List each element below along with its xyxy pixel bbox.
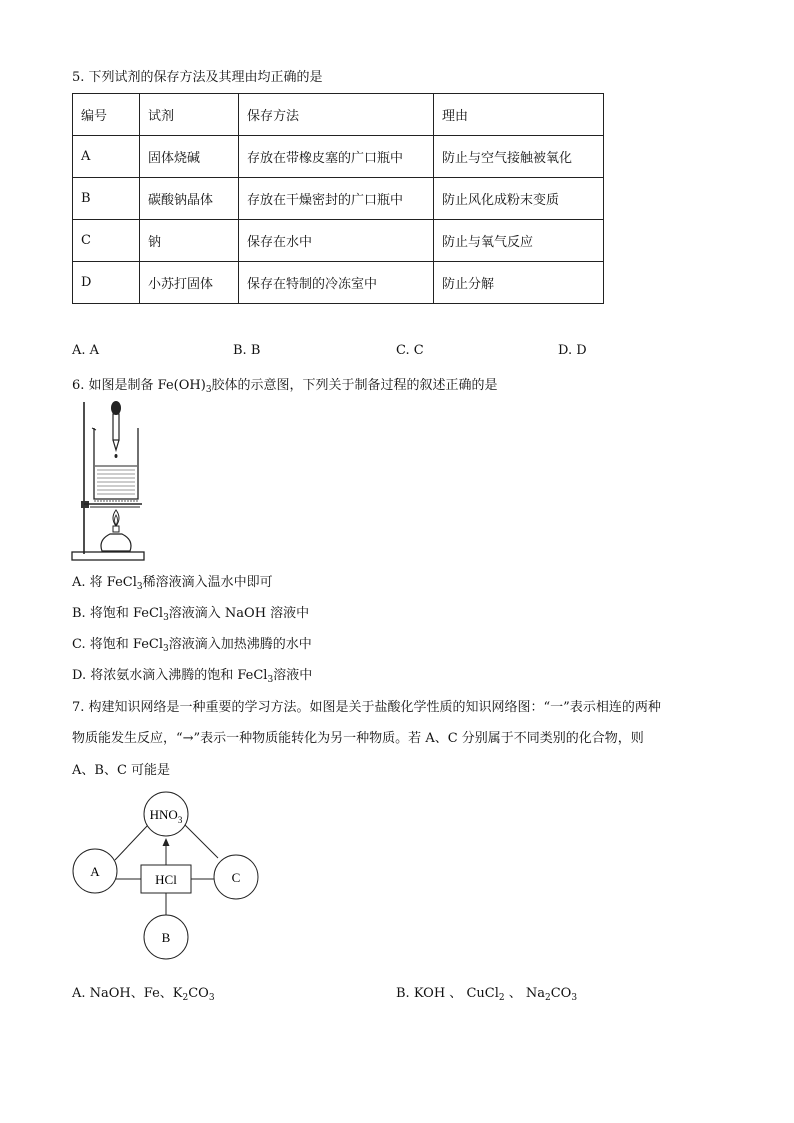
table-cell: A xyxy=(73,136,140,178)
link-hno3-a xyxy=(115,825,148,860)
q5-stem: 5. 下列试剂的保存方法及其理由均正确的是 xyxy=(72,70,323,85)
table-header-cell: 理由 xyxy=(434,94,604,136)
option-text: C. 将饱和 FeCl xyxy=(72,637,163,652)
table-row xyxy=(73,262,604,304)
option-text: CO xyxy=(550,986,572,1001)
table-cell: 小苏打固体 xyxy=(140,262,239,304)
table-header-cell: 保存方法 xyxy=(239,94,434,136)
table-cell: D xyxy=(73,262,140,304)
q5-table xyxy=(72,93,604,304)
link-hno3-c xyxy=(185,825,218,858)
q5-option-b: B. B xyxy=(233,343,261,358)
option-text: 溶液滴入加热沸腾的水中 xyxy=(168,637,312,652)
table-cell: B xyxy=(73,178,140,220)
option-text: A. NaOH、Fe、K xyxy=(72,986,183,1001)
subscript: 2 xyxy=(182,993,189,1003)
option-text: CO xyxy=(188,986,209,1001)
subscript: 3 xyxy=(163,613,169,623)
q6-option-c xyxy=(72,633,312,652)
node-hcl-label: HCl xyxy=(155,872,177,887)
q7-stem-line2: 物质能发生反应，“→”表示一种物质能转化为另一种物质。若 A、C 分别属于不同类别的化合物，则 xyxy=(72,731,644,746)
subscript: 3 xyxy=(267,675,274,685)
option-text: 溶液中 xyxy=(273,668,313,683)
q7-stem-line3: A、B、C 可能是 xyxy=(72,763,171,778)
table-cell: 存放在带橡皮塞的广口瓶中 xyxy=(239,136,434,178)
subscript: 3 xyxy=(163,644,169,654)
q5-option-c: C. C xyxy=(396,343,424,358)
node-b-label: B xyxy=(161,930,171,945)
option-text: 、 Na xyxy=(504,986,545,1001)
table-cell: 存放在干燥密封的广口瓶中 xyxy=(239,178,434,220)
option-text: B. KOH 、 CuCl xyxy=(396,986,499,1001)
table-header-row xyxy=(73,94,604,136)
subscript: 3 xyxy=(136,582,143,592)
subscript: 3 xyxy=(205,385,212,395)
q5-option-d: D. D xyxy=(558,343,587,358)
table-header-cell: 试剂 xyxy=(140,94,239,136)
option-text: D. 将浓氨水滴入沸腾的饱和 FeCl xyxy=(72,668,268,683)
subscript: 3 xyxy=(177,815,183,825)
table-cell: C xyxy=(73,220,140,262)
option-text: 稀溶液滴入温水中即可 xyxy=(142,575,273,590)
arrowhead-icon xyxy=(163,838,170,846)
table-cell: 防止分解 xyxy=(434,262,604,304)
option-text: B. 将饱和 FeCl xyxy=(72,606,164,621)
q6-option-d xyxy=(72,664,312,683)
q6-stem-text: 6. 如图是制备 Fe(OH) xyxy=(72,378,206,393)
node-c-label: C xyxy=(231,870,241,885)
q5-option-a: A. A xyxy=(72,343,100,358)
table-header-cell: 编号 xyxy=(73,94,140,136)
q7-option-b xyxy=(396,982,577,1001)
table-row xyxy=(73,220,604,262)
q6-option-b xyxy=(72,602,309,621)
table-cell: 保存在水中 xyxy=(239,220,434,262)
table-cell: 防止风化成粉末变质 xyxy=(434,178,604,220)
q7-option-a xyxy=(72,982,215,1001)
node-hno3-text: HNO xyxy=(149,807,178,822)
subscript: 2 xyxy=(545,993,551,1003)
option-text: 溶液滴入 NaOH 溶液中 xyxy=(168,606,310,621)
q6-stem xyxy=(72,374,498,393)
table-cell: 钠 xyxy=(140,220,239,262)
table-row xyxy=(73,136,604,178)
table-cell: 碳酸钠晶体 xyxy=(140,178,239,220)
hcl-knowledge-network-diagram xyxy=(70,790,270,962)
option-text: A. 将 FeCl xyxy=(72,575,137,590)
table-cell: 固体烧碱 xyxy=(140,136,239,178)
subscript: 2 xyxy=(498,993,505,1003)
q7-stem-line1: 7. 构建知识网络是一种重要的学习方法。如图是关于盐酸化学性质的知识网络图：“一”表示相连的两种 xyxy=(72,700,661,715)
table-row xyxy=(73,178,604,220)
q6-option-a xyxy=(72,571,273,590)
colloid-apparatus-figure xyxy=(70,398,150,564)
subscript: 3 xyxy=(208,993,215,1003)
q6-stem-text: 胶体的示意图，下列关于制备过程的叙述正确的是 xyxy=(211,378,498,393)
table-cell: 保存在特制的冷冻室中 xyxy=(239,262,434,304)
table-cell: 防止与氧气反应 xyxy=(434,220,604,262)
subscript: 3 xyxy=(571,993,578,1003)
table-cell: 防止与空气接触被氧化 xyxy=(434,136,604,178)
node-a-label: A xyxy=(90,864,100,879)
